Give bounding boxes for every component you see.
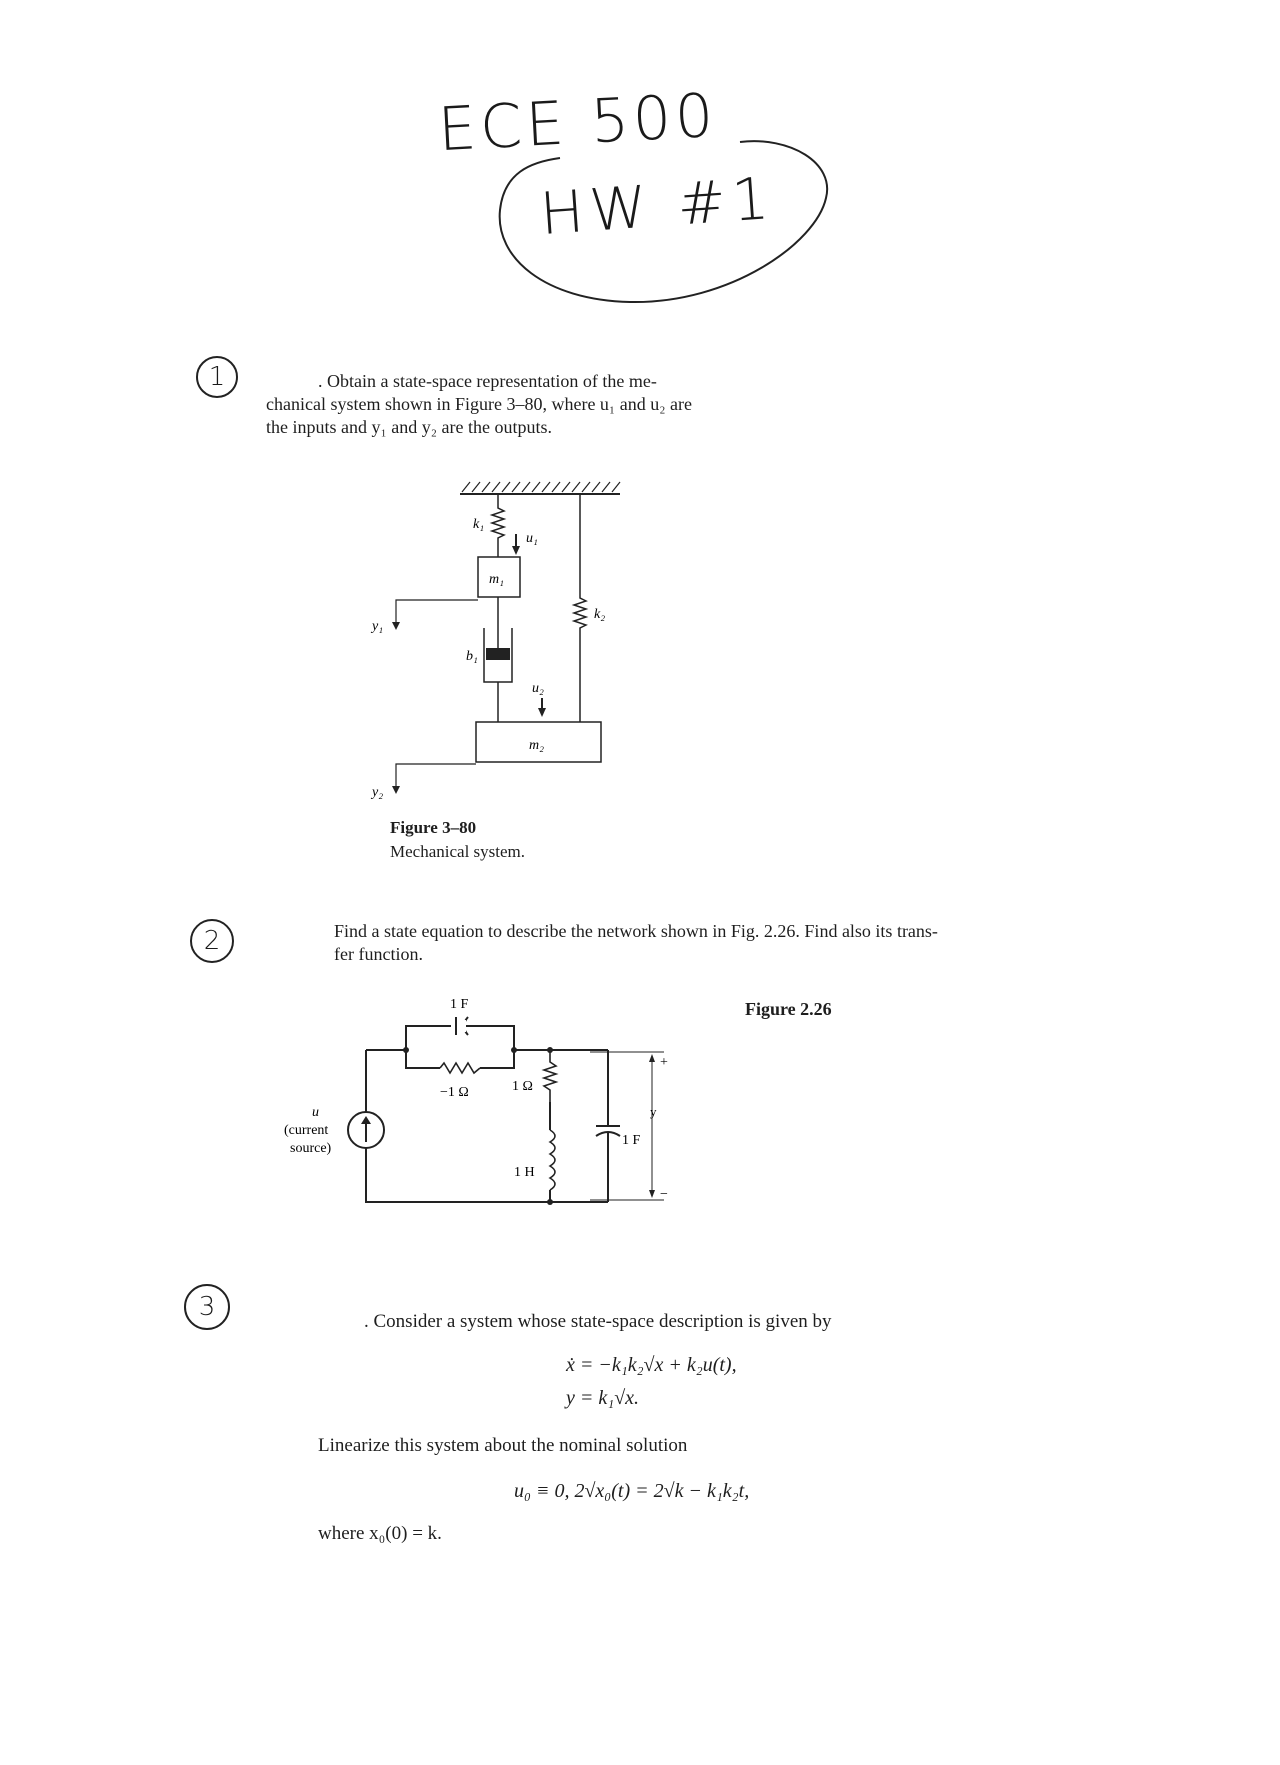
assignment-title: HW #1 — [537, 163, 777, 249]
problem-3-linearize: Linearize this system about the nominal solution — [318, 1435, 688, 1456]
label-res-pos: 1 Ω — [512, 1079, 533, 1094]
label-b1: b₁ — [466, 649, 478, 664]
problem-1-line3: the inputs and y₁ and y₂ are the outputs. — [266, 417, 552, 437]
problem-1-number: 1 — [196, 356, 238, 398]
label-u1: u₁ — [526, 531, 538, 546]
label-res-neg: −1 Ω — [440, 1085, 469, 1100]
label-source-line2: source) — [290, 1141, 332, 1156]
problem-1-text — [266, 370, 766, 439]
label-cap-top: 1 F — [450, 997, 469, 1012]
resistor-1-ohm — [544, 1050, 556, 1102]
label-y2: y₂ — [372, 785, 384, 800]
label-plus: + — [660, 1055, 668, 1070]
label-u2: u₂ — [532, 681, 544, 696]
label-minus: − — [660, 1187, 668, 1202]
label-y1: y₁ — [372, 619, 384, 634]
problem-1-line2: chanical system shown in Figure 3–80, where u₁ and u₂ are — [266, 394, 692, 414]
label-source-line1: (current — [284, 1123, 329, 1138]
spring-k2 — [574, 494, 586, 722]
label-source-u: u — [312, 1105, 319, 1120]
problem-3-intro: . Consider a system whose state-space description is given by — [364, 1311, 832, 1332]
course-title: ECE 500 — [436, 80, 719, 166]
figure-3-80-caption: Mechanical system. — [390, 842, 526, 861]
circuit-network-diagram — [280, 990, 680, 1210]
resistor-negative — [440, 1063, 480, 1073]
label-cap-right: 1 F — [622, 1133, 641, 1148]
mechanical-system-diagram — [372, 470, 640, 800]
label-m1: m₁ — [489, 572, 504, 587]
inductor-1h — [550, 1130, 555, 1190]
label-m2: m₂ — [529, 738, 544, 753]
figure-3-80-title: Figure 3–80 — [390, 818, 477, 837]
problem-3-equation-1: ẋ = −k₁k₂√x + k₂u(t), — [566, 1354, 737, 1376]
label-output-y: y — [650, 1104, 657, 1119]
problem-2-line1: Find a state equation to describe the network shown in Fig. 2.26. Find also its trans- — [334, 921, 938, 941]
problem-3-nominal-solution: u₀ ≡ 0, 2√x₀(t) = 2√k − k₁k₂t, — [514, 1480, 750, 1502]
problem-2-line2: fer function. — [334, 944, 423, 964]
problem-2-number: 2 — [190, 919, 234, 963]
problem-2-text — [334, 920, 1114, 966]
problem-1-line1: . Obtain a state-space representation of the me- — [318, 371, 657, 391]
problem-3-number: 3 — [184, 1284, 230, 1330]
spring-k1 — [492, 494, 504, 557]
figure-2-26-title: Figure 2.26 — [745, 999, 832, 1019]
problem-3-equation-2: y = k₁√x. — [566, 1387, 640, 1409]
label-k1: k₁ — [473, 517, 485, 532]
problem-3-initial-condition: where x₀(0) = k. — [318, 1523, 442, 1544]
label-k2: k₂ — [594, 607, 606, 622]
ceiling-hatch — [462, 482, 620, 492]
label-inductor: 1 H — [514, 1165, 535, 1180]
